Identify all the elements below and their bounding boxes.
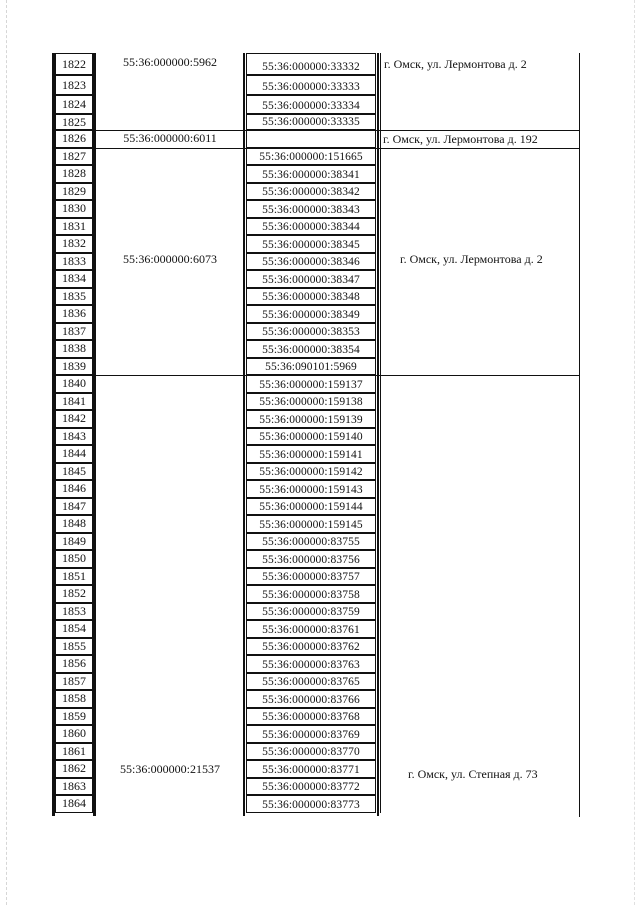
row-number-cell: 1832 <box>55 235 93 253</box>
cadastral-number-cell: 55:36:000000:159141 <box>246 445 376 463</box>
parcel-cadastral-number: 55:36:000000:6011 <box>123 131 217 145</box>
cadastral-number-cell: 55:36:000000:151665 <box>246 148 376 166</box>
cadastral-number-cell: 55:36:090101:5969 <box>246 358 376 376</box>
cadastral-number-cell: 55:36:000000:83756 <box>246 550 376 568</box>
row-number-cell: 1828 <box>55 165 93 183</box>
address-text: г. Омск, ул. Степная д. 73 <box>408 767 538 781</box>
row-number-cell: 1851 <box>55 568 93 586</box>
cadastral-number-cell: 55:36:000000:83762 <box>246 638 376 656</box>
row-number-cell: 1860 <box>55 725 93 743</box>
cadastral-number-cell: 55:36:000000:38348 <box>246 288 376 306</box>
row-number-cell: 1838 <box>55 340 93 358</box>
cadastral-number-cell: 55:36:000000:38342 <box>246 183 376 201</box>
row-number-cell: 1825 <box>55 114 93 130</box>
row-number-cell: 1824 <box>55 95 93 114</box>
cadastral-number-cell: 55:36:000000:33334 <box>246 95 376 114</box>
row-number-cell: 1843 <box>55 428 93 446</box>
cadastral-number-cell: 55:36:000000:38354 <box>246 340 376 358</box>
row-number-cell: 1859 <box>55 708 93 726</box>
cadastral-number-cell: 55:36:000000:83772 <box>246 778 376 796</box>
group-separator-line <box>96 148 579 149</box>
cadastral-number-cell: 55:36:000000:38347 <box>246 270 376 288</box>
cadastral-number-cell: 55:36:000000:38341 <box>246 165 376 183</box>
row-number-cell: 1858 <box>55 690 93 708</box>
cadastral-number-cell: 55:36:000000:38353 <box>246 323 376 341</box>
cadastral-number-cell: 55:36:000000:83765 <box>246 673 376 691</box>
parcel-cadastral-number: 55:36:000000:6073 <box>122 252 218 267</box>
cadastral-number-cell: 55:36:000000:38343 <box>246 200 376 218</box>
cadastral-number-cell: 55:36:000000:83770 <box>246 743 376 761</box>
row-number-cell: 1856 <box>55 655 93 673</box>
cadastral-number-cell: 55:36:000000:33335 <box>246 114 376 130</box>
row-number-cell: 1855 <box>55 638 93 656</box>
row-number-cell: 1836 <box>55 305 93 323</box>
address-text: г. Омск, ул. Лермонтова д. 2 <box>400 252 543 267</box>
row-number-cell: 1840 <box>55 375 93 393</box>
row-number-cell: 1834 <box>55 270 93 288</box>
group-separator-line <box>96 375 579 376</box>
row-number-cell: 1839 <box>55 358 93 376</box>
cadastral-number-cell: 55:36:000000:83759 <box>246 603 376 621</box>
cadastral-number-cell: 55:36:000000:83773 <box>246 795 376 813</box>
row-number-cell: 1833 <box>55 253 93 271</box>
parcel-cadastral-number: 55:36:000000:21537 <box>119 762 221 776</box>
row-number-cell: 1822 <box>55 53 93 75</box>
row-number-cell: 1830 <box>55 200 93 218</box>
row-number-cell: 1829 <box>55 183 93 201</box>
row-number-cell: 1852 <box>55 585 93 603</box>
row-number-cell: 1857 <box>55 673 93 691</box>
cadastral-number-cell: 55:36:000000:159142 <box>246 463 376 481</box>
row-number-cell: 1823 <box>55 75 93 95</box>
cadastral-number-cell: 55:36:000000:38345 <box>246 235 376 253</box>
row-number-cell: 1850 <box>55 550 93 568</box>
cadastral-number-cell: 55:36:000000:83769 <box>246 725 376 743</box>
table-right-border <box>579 53 580 817</box>
row-number-cell: 1845 <box>55 463 93 481</box>
parcel-cadastral-number: 55:36:000000:5962 <box>122 55 218 69</box>
cadastral-number-cell: 55:36:000000:83757 <box>246 568 376 586</box>
row-number-cell: 1848 <box>55 515 93 533</box>
row-number-cell: 1862 <box>55 760 93 778</box>
cadastral-number-cell: 55:36:000000:159140 <box>246 428 376 446</box>
row-number-cell: 1844 <box>55 445 93 463</box>
row-number-cell: 1853 <box>55 603 93 621</box>
address-text: г. Омск, ул. Лермонтова д. 2 <box>384 57 527 71</box>
row-number-cell: 1827 <box>55 148 93 166</box>
cadastral-number-cell: 55:36:000000:83771 <box>246 760 376 778</box>
row-number-cell: 1849 <box>55 533 93 551</box>
cadastral-number-cell <box>246 130 376 148</box>
row-number-cell: 1842 <box>55 410 93 428</box>
cadastral-number-cell: 55:36:000000:83766 <box>246 690 376 708</box>
cadastral-number-cell: 55:36:000000:159139 <box>246 410 376 428</box>
cadastral-number-cell: 55:36:000000:83755 <box>246 533 376 551</box>
row-number-cell: 1861 <box>55 743 93 761</box>
row-number-cell: 1826 <box>55 130 93 148</box>
address-column-left-border <box>380 53 381 813</box>
row-number-cell: 1835 <box>55 288 93 306</box>
address-text: г. Омск, ул. Лермонтова д. 192 <box>383 132 538 146</box>
cadastral-number-cell: 55:36:000000:83758 <box>246 585 376 603</box>
cadastral-number-cell: 55:36:000000:83761 <box>246 620 376 638</box>
row-number-cell: 1863 <box>55 778 93 796</box>
cadastral-number-cell: 55:36:000000:159145 <box>246 515 376 533</box>
row-number-cell: 1847 <box>55 498 93 516</box>
cadastral-number-cell: 55:36:000000:83763 <box>246 655 376 673</box>
cadastral-number-cell: 55:36:000000:38349 <box>246 305 376 323</box>
cadastral-number-cell: 55:36:000000:33333 <box>246 75 376 95</box>
cadastral-number-cell: 55:36:000000:159138 <box>246 393 376 411</box>
row-number-cell: 1846 <box>55 480 93 498</box>
cadastral-number-cell: 55:36:000000:159144 <box>246 498 376 516</box>
cadastral-number-cell: 55:36:000000:33332 <box>246 53 376 75</box>
row-number-cell: 1864 <box>55 795 93 813</box>
cadastral-number-cell: 55:36:000000:159143 <box>246 480 376 498</box>
cadastral-number-cell: 55:36:000000:38346 <box>246 253 376 271</box>
row-number-cell: 1837 <box>55 323 93 341</box>
row-number-cell: 1831 <box>55 218 93 236</box>
cadastral-number-cell: 55:36:000000:83768 <box>246 708 376 726</box>
row-number-cell: 1841 <box>55 393 93 411</box>
cadastral-number-cell: 55:36:000000:38344 <box>246 218 376 236</box>
cadastral-number-cell: 55:36:000000:159137 <box>246 375 376 393</box>
row-number-cell: 1854 <box>55 620 93 638</box>
